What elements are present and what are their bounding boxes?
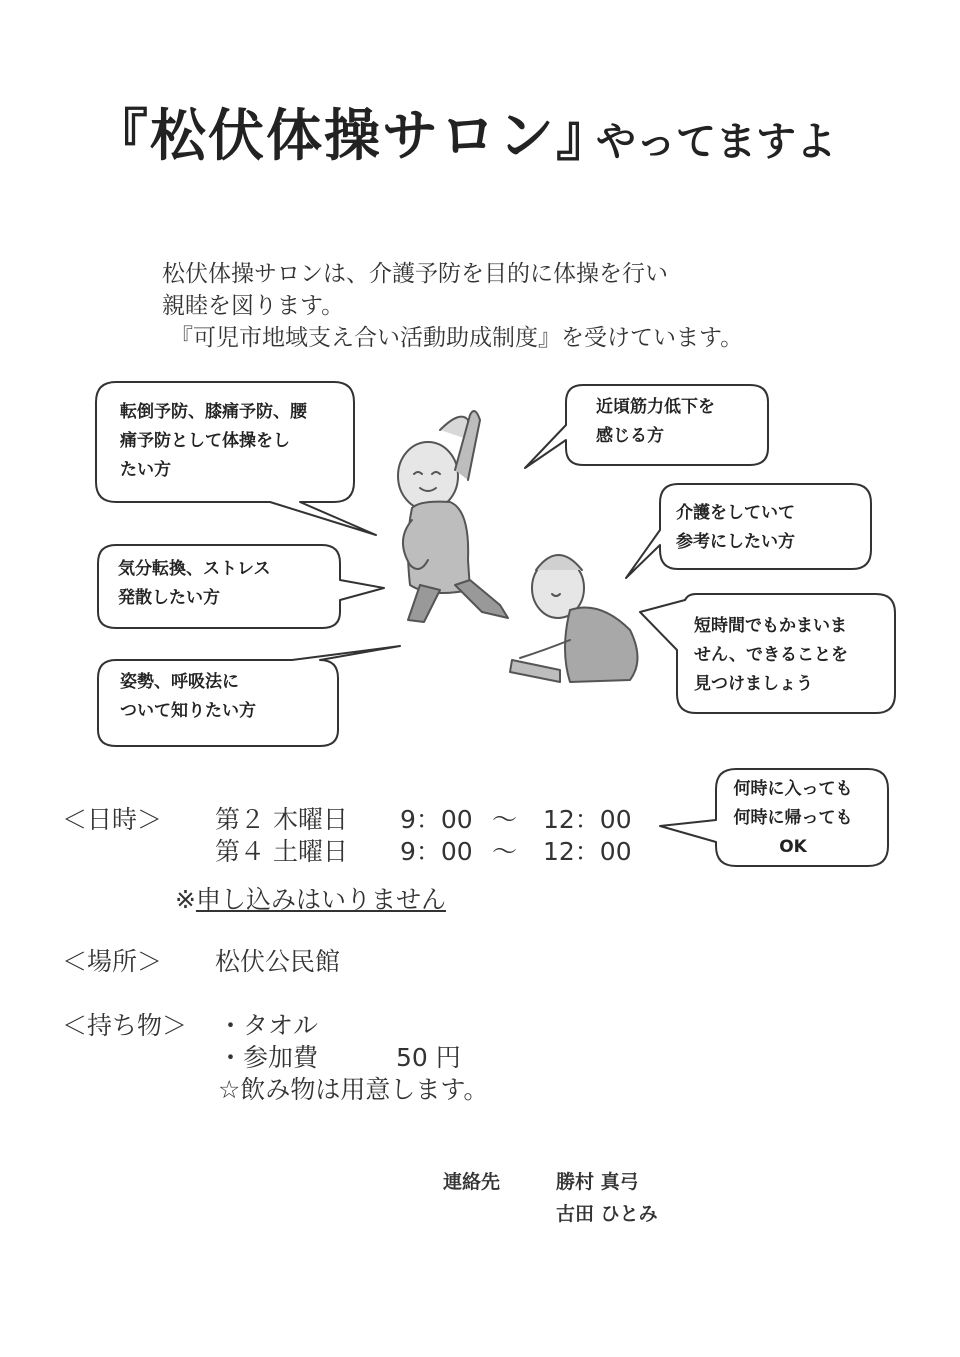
bubble-5-line: 参考にしたい方: [676, 532, 795, 552]
intro-line-3: 『可児市地域支え合い活動助成制度』を受けています。: [170, 325, 744, 351]
contact-name-2: 古田 ひとみ: [556, 1203, 658, 1225]
place-value: 松伏公民館: [215, 947, 341, 976]
item-fee-label: ・参加費: [218, 1043, 319, 1072]
item-fee-value: 50 円: [396, 1043, 461, 1072]
note-mark: ※: [175, 885, 196, 914]
bubble-7-line: OK: [779, 837, 807, 857]
stretching-person-illustration: [398, 411, 508, 622]
bubble-2-line: 発散したい方: [118, 588, 220, 608]
schedule-sep-2: ～: [492, 837, 518, 866]
item-drink-note: ☆飲み物は用意します。: [218, 1075, 489, 1104]
intro-line-2: 親睦を図ります。: [162, 293, 345, 319]
bubble-6-line: せん、できることを: [694, 645, 849, 665]
bubble-6-line: 見つけましょう: [694, 674, 813, 694]
schedule-start-1: 9：00: [400, 805, 473, 834]
seated-person-illustration: [510, 555, 638, 682]
schedule-end-2: 12：00: [543, 837, 632, 866]
bubble-4: [596, 393, 715, 451]
bubble-3-line: ついて知りたい方: [120, 701, 256, 721]
note-text: 申し込みはいりません: [195, 885, 446, 914]
contact-label: 連絡先: [443, 1171, 501, 1193]
bubble-1-line: 転倒予防、膝痛予防、腰: [120, 402, 307, 422]
bubble-4-line: 近頃筋力低下を: [596, 397, 715, 417]
bubble-6-line: 短時間でもかまいま: [694, 616, 847, 636]
registration-note: [175, 880, 446, 916]
bubble-4-line: 感じる方: [596, 426, 664, 446]
bubble-5: [676, 499, 795, 557]
bubble-7: [730, 775, 856, 862]
bubble-7-line: 何時に入っても: [733, 779, 853, 799]
items-label: ＜持ち物＞: [62, 1011, 188, 1040]
place-label: ＜場所＞: [62, 947, 163, 976]
bubble-1-line: たい方: [120, 460, 171, 480]
schedule-start-2: 9：00: [400, 837, 473, 866]
bubble-3-line: 姿勢、呼吸法に: [120, 672, 239, 692]
bubble-3: [120, 668, 256, 726]
page-subtitle: やってますよ: [596, 119, 836, 165]
bubble-7-line: 何時に帰っても: [733, 808, 853, 828]
schedule-day-1: 第２ 木曜日: [215, 805, 348, 834]
schedule-sep-1: ～: [492, 805, 518, 834]
bubble-2-line: 気分転換、ストレス: [118, 559, 271, 579]
schedule-label: ＜日時＞: [62, 805, 163, 834]
item-towel: ・タオル: [218, 1011, 319, 1040]
page-title: 『松伏体操サロン』: [92, 104, 614, 169]
schedule-end-1: 12：00: [543, 805, 632, 834]
schedule-day-2: 第４ 土曜日: [215, 837, 348, 866]
bubble-6: [694, 612, 848, 699]
bubble-5-line: 介護をしていて: [676, 503, 795, 523]
intro-line-1: 松伏体操サロンは、介護予防を目的に体操を行い: [162, 261, 668, 287]
contact-name-1: 勝村 真弓: [556, 1171, 639, 1193]
bubble-2: [118, 555, 271, 613]
bubble-1: [120, 398, 307, 485]
bubble-1-line: 痛予防として体操をし: [120, 431, 290, 451]
